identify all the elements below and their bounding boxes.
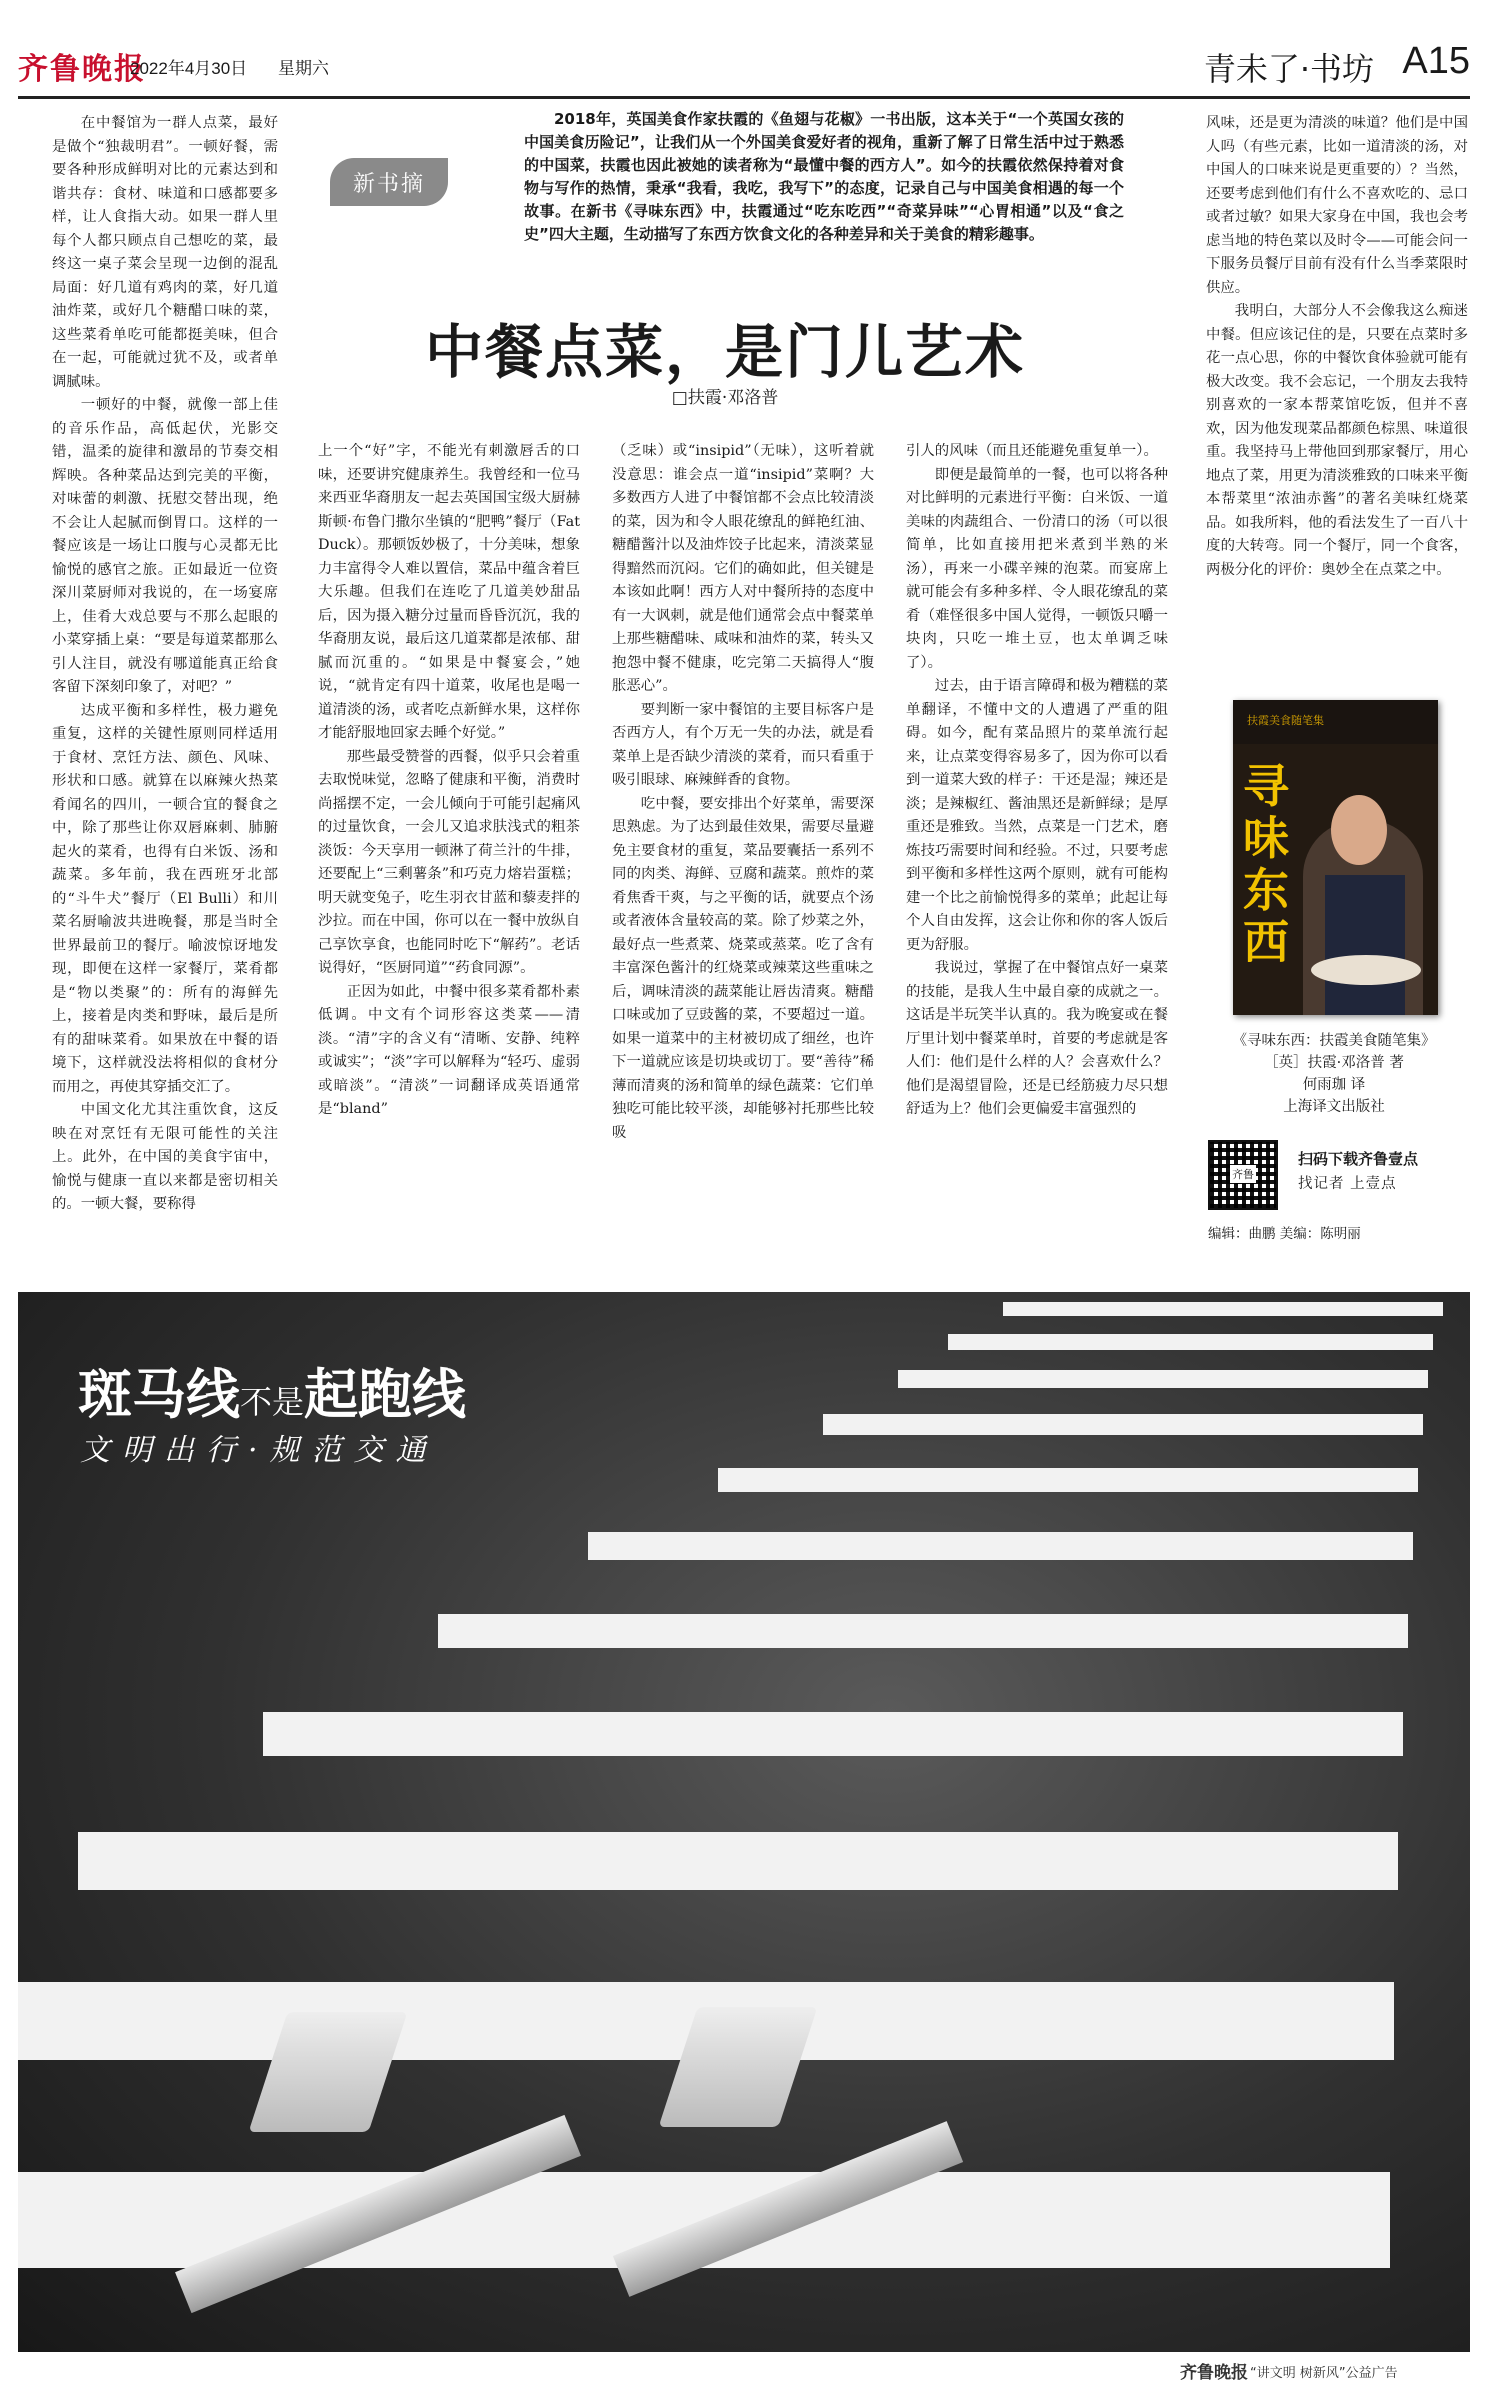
- page-number: A15: [1402, 40, 1470, 82]
- book-caption-translator: 何雨珈 译: [1302, 1077, 1366, 1093]
- cover-author-face: [1331, 795, 1387, 865]
- book-cover-image: [1233, 700, 1438, 1015]
- paragraph: （乏味）或“insipid”（无味），这听着就没意思：谁会点一道“insipid”菜啊？大多数西方人进了中餐馆都不会点比较清淡的菜，因为和令人眼花缭乱的鲜艳红油、糖醋酱汁以及油炸饺子比起来，清淡菜显得黯然而沉闷。它们的确如此，但关键是本该如此啊！西方人对中餐所持的态度中有一大讽刺，就是他们通常会点中餐菜单上那些糖醋味、咸味和油炸的菜，转头又抱怨中餐不健康，吃完第二天搞得人“腹胀恶心”。: [612, 443, 874, 694]
- book-caption-title: 《寻味东西：扶霞美食随笔集》: [1232, 1033, 1436, 1049]
- qr-center-label: 齐鲁: [1230, 1165, 1256, 1183]
- header-divider: [18, 96, 1470, 99]
- book-caption-author: ［英］扶霞·邓洛普 著: [1264, 1055, 1404, 1071]
- crosswalk-stripe: [263, 1712, 1403, 1756]
- intro-text: 2018年，英国美食作家扶霞的《鱼翅与花椒》一书出版，这本关于“一个英国女孩的中国美食历险记”，让我们从一个外国美食爱好者的视角，重新了解了日常生活中过于熟悉的中国菜，扶霞也因此被她的读者称为“最懂中餐的西方人”。如今的扶霞依然保持着对食物与写作的热情，秉承“我看，我吃，我写下”的态度，记录自己与中国美食相遇的每一个故事。在新书《寻味东西》中，扶霞通过“吃东吃西”“奇菜异味”“心胃相通”以及“食之史”四大主题，生动描写了东西方饮食文化的各种差异和关于美食的精彩趣事。: [524, 110, 1124, 243]
- crosswalk-stripe: [588, 1532, 1413, 1560]
- paragraph: 那些最受赞誉的西餐，似乎只会着重去取悦味觉，忽略了健康和平衡，消费时尚摇摆不定，一会儿倾向于可能引起痛风的过量饮食，一会儿又追求肤浅式的粗茶淡饭：今天享用一顿淋了荷兰汁的牛排，还要配上“三剩薯条”和巧克力熔岩蛋糕；明天就变兔子，吃生羽衣甘蓝和藜麦拌的沙拉。而在中国，你可以在一餐中放纵自己享饮享食，也能同时吃下“解药”。老话说得好，“医厨同道”“药食同源”。: [318, 748, 580, 976]
- paragraph: 中国文化尤其注重饮食，这反映在对烹饪有无限可能性的关注上。此外，在中国的美食宇宙中，愉悦与健康一直以来都是密切相关的。一顿大餐，要称得: [52, 1102, 278, 1212]
- article-column-3: [612, 440, 874, 1145]
- paragraph: 要判断一家中餐馆的主要目标客户是否西方人，有个万无一失的办法，就是看菜单上是否缺少清淡的菜肴，而只看重于吸引眼球、麻辣鲜香的食物。: [612, 701, 874, 788]
- issue-date: 2022年4月30日: [130, 59, 248, 78]
- masthead-logo: 齐鲁晚报: [18, 52, 146, 87]
- zebra-crossing-ad: [18, 1292, 1470, 2352]
- article-byline: □扶霞·邓洛普: [671, 388, 779, 408]
- paragraph: 达成平衡和多样性，极力避免重复，这样的关键性原则同样适用于食材、烹饪方法、颜色、风味、形状和口感。就算在以麻辣火热菜肴闻名的四川，一顿合宜的餐食之中，除了那些让你双唇麻刺、肺腑起火的菜肴，也得有白米饭、汤和蔬菜。多年前，我在西班牙北部的“斗牛犬”餐厅（El Bulli）和川菜名厨喻波共进晚餐，那是当时全世界最前卫的餐厅。喻波惊讶地发现，即便在这样一家餐厅，菜肴都是“物以类聚”的：所有的海鲜先上，接着是肉类和野味，最后是所有的甜味菜肴。如果放在中餐的语境下，这样就没法将相似的食材分而用之，再使其穿插交汇了。: [52, 702, 278, 1095]
- page-header: [18, 40, 1470, 100]
- paragraph: 即便是最简单的一餐，也可以将各种对比鲜明的元素进行平衡：白米饭、一道美味的肉蔬组合、一份清口的汤（可以很简单，比如直接用把米煮到半熟的米汤），再来一小碟辛辣的泡菜。而宴席上就可能会有多种多样、令人眼花缭乱的菜肴（难怪很多中国人觉得，一顿饭只嚼一块肉，只吃一堆土豆，也太单调乏味了）。: [906, 466, 1168, 671]
- paragraph: 吃中餐，要安排出个好菜单，需要深思熟虑。为了达到最佳效果，需要尽量避免主要食材的重复，菜品要囊括一系列不同的肉类、海鲜、豆腐和蔬菜。煎炸的菜肴焦香干爽，与之平衡的话，就要点个汤或者液体含量较高的菜。除了炒菜之外，最好点一些煮菜、烧菜或蒸菜。吃了含有丰富深色酱汁的红烧菜或辣菜这些重味之后，调味清淡的蔬菜能让唇齿清爽。糖醋口味或加了豆豉酱的菜，不要超过一道。如果一道菜中的主材被切成了细丝，也许下一道就应该是切块或切丁。要“善待”稀薄而清爽的汤和简单的绿色蔬菜：它们单独吃可能比较平淡，却能够衬托那些比较吸: [612, 795, 874, 1141]
- cover-series-label: 扶霞美食随笔集: [1247, 714, 1324, 727]
- paragraph: 风味，还是更为清淡的味道？他们是中国人吗（有些元素，比如一道清淡的汤，对中国人的口味来说是更重要的）？当然，还要考虑到他们有什么不喜欢吃的、忌口或者过敏？如果大家身在中国，我也会考虑当地的特色菜以及时令——可能会问一下服务员餐厅目前有没有什么当季菜限时供应。: [1206, 115, 1468, 296]
- article-title: 中餐点菜，是门儿艺术: [424, 318, 1025, 386]
- crosswalk-stripe: [718, 1468, 1418, 1492]
- book-caption-publisher: 上海译文出版社: [1283, 1099, 1385, 1115]
- footer-ad-tag: “讲文明 树新风”公益广告: [1250, 2366, 1398, 2381]
- scan-subprompt: 找记者 上壹点: [1298, 1176, 1397, 1192]
- crosswalk-stripe: [438, 1614, 1408, 1648]
- article-column-5: [1206, 112, 1468, 582]
- paragraph: 上一个“好”字，不能光有刺激唇舌的口味，还要讲究健康养生。我曾经和一位马来西亚华裔朋友一起去英国国宝级大厨赫斯顿·布鲁门撒尔坐镇的“肥鸭”餐厅（Fat Duck）。那顿饭妙极了，十分美味，想象力丰富得令人难以置信，菜品中蕴含着巨大乐趣。但我们在连吃了几道美妙甜品后，因为摄入糖分过量而昏昏沉沉，我的华裔朋友说，最后这几道菜都是浓郁、甜腻而沉重的。“如果是中餐宴会，”她说，“就肯定有四十道菜，收尾也是喝一道清淡的汤，或者吃点新鲜水果，这样你才能舒服地回家去睡个好觉。”: [318, 443, 580, 741]
- paragraph: 正因为如此，中餐中很多菜肴都朴素低调。中文有个词形容这类菜——清淡。“清”字的含义有“清晰、安静、纯粹或诚实”；“淡”字可以解释为“轻巧、虚弱或暗淡”。“清淡”一词翻译成英语通常是“bland”: [318, 983, 580, 1117]
- article-intro: [524, 108, 1124, 246]
- paragraph: 在中餐馆为一群人点菜，最好是做个“独裁明君”。一顿好餐，需要各种形成鲜明对比的元素达到和谐共存：食材、味道和口感都要多样，让人食指大动。如果一群人里每个人都只顾点自己想吃的菜，最终这一桌子菜会呈现一边倒的混乱局面：好几道有鸡肉的菜，好几道油炸菜，或好几个糖醋口味的菜，这些菜肴单吃可能都挺美味，但合在一起，可能就过犹不及，或者单调腻味。: [52, 115, 278, 390]
- crosswalk-stripe: [1003, 1302, 1443, 1316]
- cover-author-apron: [1325, 875, 1405, 1015]
- paragraph: 引人的风味（而且还能避免重复单一）。: [906, 443, 1158, 459]
- scan-prompt: 扫码下载齐鲁壹点: [1298, 1150, 1419, 1168]
- paragraph: 我说过，掌握了在中餐馆点好一桌菜的技能，是我人生中最自豪的成就之一。这话是半玩笑半认真的。我为晚宴或在餐厅里计划中餐菜单时，首要的考虑就是客人们：他们是什么样的人？会喜欢什么？他们是渴望冒险，还是已经筋疲力尽只想舒适为上？他们会更偏爱丰富强烈的: [906, 960, 1168, 1117]
- ad-headline-a: 斑马线: [78, 1362, 240, 1426]
- article-column-2: [318, 440, 580, 1122]
- section-name: 青未了·书坊: [1203, 50, 1374, 88]
- article-column-1: [52, 112, 278, 1217]
- book-caption: [1196, 1030, 1472, 1118]
- footer-masthead: 齐鲁晚报: [1180, 2363, 1248, 2383]
- paragraph: 过去，由于语言障碍和极为糟糕的菜单翻译，不懂中文的人遭遇了严重的阻碍。如今，配有菜品照片的菜单流行起来，让点菜变得容易多了，因为你可以看到一道菜大致的样子：干还是湿；辣还是淡；是辣椒红、酱油黑还是新鲜绿；是厚重还是雅致。当然，点菜是一门艺术，磨炼技巧需要时间和经验。不过，只要考虑到平衡和多样性这两个原则，就有可能构建一个比之前愉悦得多的菜单；此起让每个人自由发挥，这会让你和你的客人饭后更为舒服。: [906, 678, 1168, 953]
- crosswalk-stripe: [823, 1414, 1423, 1435]
- new-excerpt-badge: 新书摘: [330, 158, 448, 206]
- crosswalk-stripe: [898, 1370, 1428, 1388]
- issue-weekday: 星期六: [278, 59, 329, 78]
- article-column-4: [906, 440, 1168, 1122]
- editor-credits: 编辑：曲鹏 美编：陈明丽: [1208, 1226, 1361, 1242]
- ad-subtitle: 文明出行·规范交通: [80, 1433, 438, 1468]
- crosswalk-stripe: [948, 1334, 1433, 1350]
- paragraph: 一顿好的中餐，就像一部上佳的音乐作品，高低起伏，光影交错，温柔的旋律和激昂的节奏交相辉映。各种菜品达到完美的平衡，对味蕾的刺激、抚慰交替出现，绝不会让人起腻而倒胃口。这样的一餐应该是一场让口腹与心灵都无比愉悦的感官之旅。正如最近一位资深川菜厨师对我说的，在一场宴席上，佳肴大戏总要与不那么起眼的小菜穿插上桌：“要是每道菜都那么引人注目，就没有哪道能真正给食客留下深刻印象了，对吧？”: [52, 397, 278, 695]
- cover-plate: [1311, 955, 1421, 985]
- cover-title: 寻味东西: [1243, 759, 1289, 969]
- paragraph: 我明白，大部分人不会像我这么痴迷中餐。但应该记住的是，只要在点菜时多花一点心思，你的中餐饮食体验就可能有极大改变。我不会忘记，一个朋友去我特别喜欢的一家本帮菜馆吃饭，但并不喜欢，因为他发现菜品都颜色棕黑、味道很重。我坚持马上带他回到那家餐厅，用心地点了菜，用更为清淡雅致的口味来平衡本帮菜里“浓油赤酱”的著名美味红烧菜品。如我所料，他的看法发生了一百八十度的大转弯。同一个餐厅，同一个食客，两极分化的评价：奥妙全在点菜之中。: [1206, 303, 1468, 578]
- ad-headline-b: 不是: [240, 1383, 305, 1421]
- crosswalk-stripe: [78, 1832, 1398, 1890]
- ad-headline-c: 起跑线: [304, 1362, 467, 1426]
- ad-headline: [78, 1352, 466, 1429]
